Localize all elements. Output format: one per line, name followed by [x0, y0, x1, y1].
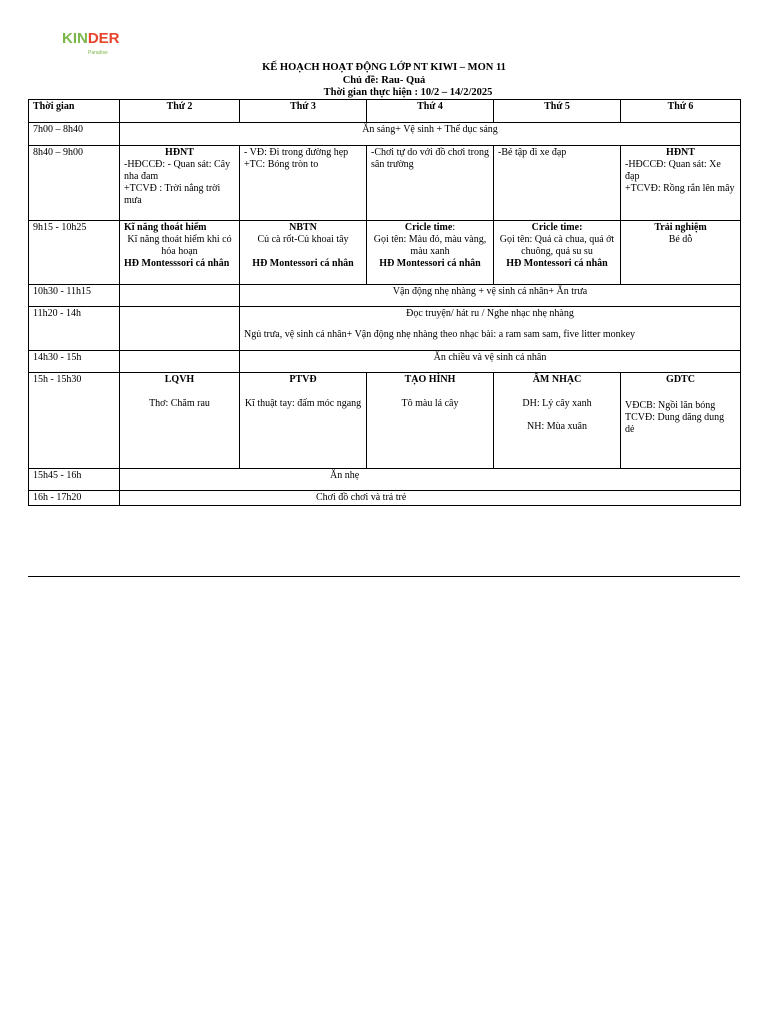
- cell-footer: HĐ Montessori cá nhân: [379, 258, 481, 269]
- cell-title: ÂM NHẠC: [532, 374, 582, 385]
- cell-title: Cricle time: [404, 222, 453, 233]
- cell-footer: HĐ Montessori cá nhân: [506, 258, 608, 269]
- time-cell: 10h30 - 11h15: [29, 285, 120, 307]
- activity-schedule-table: [28, 99, 741, 506]
- cell-body: Củ cà rốt-Củ khoai tây: [257, 234, 349, 245]
- cell-body: -HĐCCĐ: Quan sát: Xe đạp +TCVĐ: Rồng rắn lên mây: [625, 159, 735, 194]
- cell-body: Thơ: Chăm rau: [149, 398, 210, 409]
- empty-cell: [120, 307, 240, 351]
- cell-body: Gọi tên: Màu đỏ, màu vàng, màu xanh: [373, 234, 487, 257]
- activity-cell: [621, 221, 741, 285]
- cell-title: HĐNT: [666, 147, 695, 158]
- kinder-logo: [62, 30, 126, 56]
- activity-cell: -Chơi tự do với đồ chơi trong sân trường: [367, 146, 494, 221]
- table-row: [29, 123, 741, 146]
- time-cell: 9h15 - 10h25: [29, 221, 120, 285]
- time-cell: 16h - 17h20: [29, 491, 120, 506]
- cell-line: Đọc truyện/ hát ru / Nghe nhạc nhẹ nhàng: [406, 308, 574, 319]
- activity-cell: [120, 373, 240, 469]
- theme-line: Chủ đề: Rau- Quả: [342, 75, 426, 86]
- cell-title: Kĩ năng thoát hiểm: [124, 222, 207, 233]
- cell-footer: HĐ Montessori cá nhân: [252, 258, 354, 269]
- cell-title: GDTC: [666, 374, 695, 385]
- activity-cell: [240, 307, 741, 351]
- cell-body: VĐCB: Ngồi lăn bóng TCVĐ: Dung dăng dung dẻ: [625, 400, 725, 435]
- cell-title: NBTN: [289, 222, 317, 233]
- document-title: KẾ HOẠCH HOẠT ĐỘNG LỚP NT KIWI – MON 11: [262, 62, 506, 73]
- header-monday: Thứ 2: [120, 100, 240, 123]
- cell-title-colon: :: [452, 222, 456, 233]
- logo-text-part1: KIN: [62, 30, 88, 47]
- cell-body: DH: Lý cây xanh: [522, 398, 592, 409]
- cell-body: Kĩ thuật tay: đấm móc ngang: [244, 398, 362, 409]
- cell-body: -HĐCCĐ: - Quan sát: Cây nha đam +TCVĐ : Trời nắng trời mưa: [124, 159, 231, 206]
- cell-title: TẠO HÌNH: [404, 374, 456, 385]
- activity-cell: [621, 373, 741, 469]
- activity-cell: [494, 373, 621, 469]
- header-thursday: Thứ 5: [494, 100, 621, 123]
- table-row: [29, 373, 741, 469]
- cell-footer: HĐ Montesssori cá nhân: [124, 258, 230, 269]
- table-row: [29, 146, 741, 221]
- page-divider: [28, 576, 740, 577]
- cell-title: PTVĐ: [289, 374, 317, 385]
- cell-body: Tô màu lá cây: [401, 398, 459, 409]
- table-row: [29, 307, 741, 351]
- table-header-row: [29, 100, 741, 123]
- cell-title: LQVH: [164, 374, 195, 385]
- time-cell: 11h20 - 14h: [29, 307, 120, 351]
- table-row: [29, 285, 741, 307]
- table-row: [29, 221, 741, 285]
- time-cell: 14h30 - 15h: [29, 351, 120, 373]
- logo-subtitle: Paradise: [88, 50, 108, 56]
- activity-cell: Ăn sáng+ Vệ sinh + Thể dục sáng: [120, 123, 741, 146]
- activity-cell: [494, 221, 621, 285]
- time-cell: 8h40 – 9h00: [29, 146, 120, 221]
- activity-cell: [240, 373, 367, 469]
- table-row: [29, 351, 741, 373]
- activity-cell: Ăn nhẹ: [120, 469, 741, 491]
- activity-cell: [621, 146, 741, 221]
- empty-cell: [120, 351, 240, 373]
- cell-body: Bé dỗ: [668, 234, 693, 245]
- period-line: Thời gian thực hiện : 10/2 – 14/2/2025: [323, 87, 493, 98]
- cell-body: Gọi tên: Quả cà chua, quả ớt chuông, quả su su: [499, 234, 615, 257]
- activity-cell: [120, 146, 240, 221]
- activity-cell: [240, 221, 367, 285]
- cell-body: Kĩ năng thoát hiểm khi có hỏa hoạn: [127, 234, 232, 257]
- cell-title: Cricle time:: [531, 222, 583, 233]
- activity-cell: [367, 373, 494, 469]
- cell-title: HĐNT: [165, 147, 194, 158]
- header-wednesday: Thứ 4: [367, 100, 494, 123]
- table-row: [29, 491, 741, 506]
- logo-text-part2: DER: [87, 30, 120, 47]
- activity-cell: [367, 221, 494, 285]
- table-row: [29, 469, 741, 491]
- activity-cell: Vận động nhẹ nhàng + vệ sinh cá nhân+ Ăn trưa: [240, 285, 741, 307]
- activity-cell: [120, 221, 240, 285]
- cell-body: NH: Mùa xuân: [527, 421, 587, 432]
- time-cell: 15h - 15h30: [29, 373, 120, 469]
- time-cell: 15h45 - 16h: [29, 469, 120, 491]
- empty-cell: [120, 285, 240, 307]
- header-friday: Thứ 6: [621, 100, 741, 123]
- activity-cell: Chơi đồ chơi và trả trẻ: [120, 491, 741, 506]
- header-time: Thời gian: [29, 100, 120, 123]
- header-tuesday: Thứ 3: [240, 100, 367, 123]
- cell-title: Trải nghiệm: [654, 222, 707, 233]
- activity-cell: -Bé tập đi xe đạp: [494, 146, 621, 221]
- time-cell: 7h00 – 8h40: [29, 123, 120, 146]
- activity-cell: - VĐ: Đi trong đường hẹp +TC: Bóng tròn to: [240, 146, 367, 221]
- cell-line: Ngủ trưa, vệ sinh cá nhân+ Vận động nhẹ nhàng theo nhạc bài: a ram sam sam, five litter monkey: [244, 329, 636, 340]
- activity-cell: Ăn chiều và vệ sinh cá nhân: [240, 351, 741, 373]
